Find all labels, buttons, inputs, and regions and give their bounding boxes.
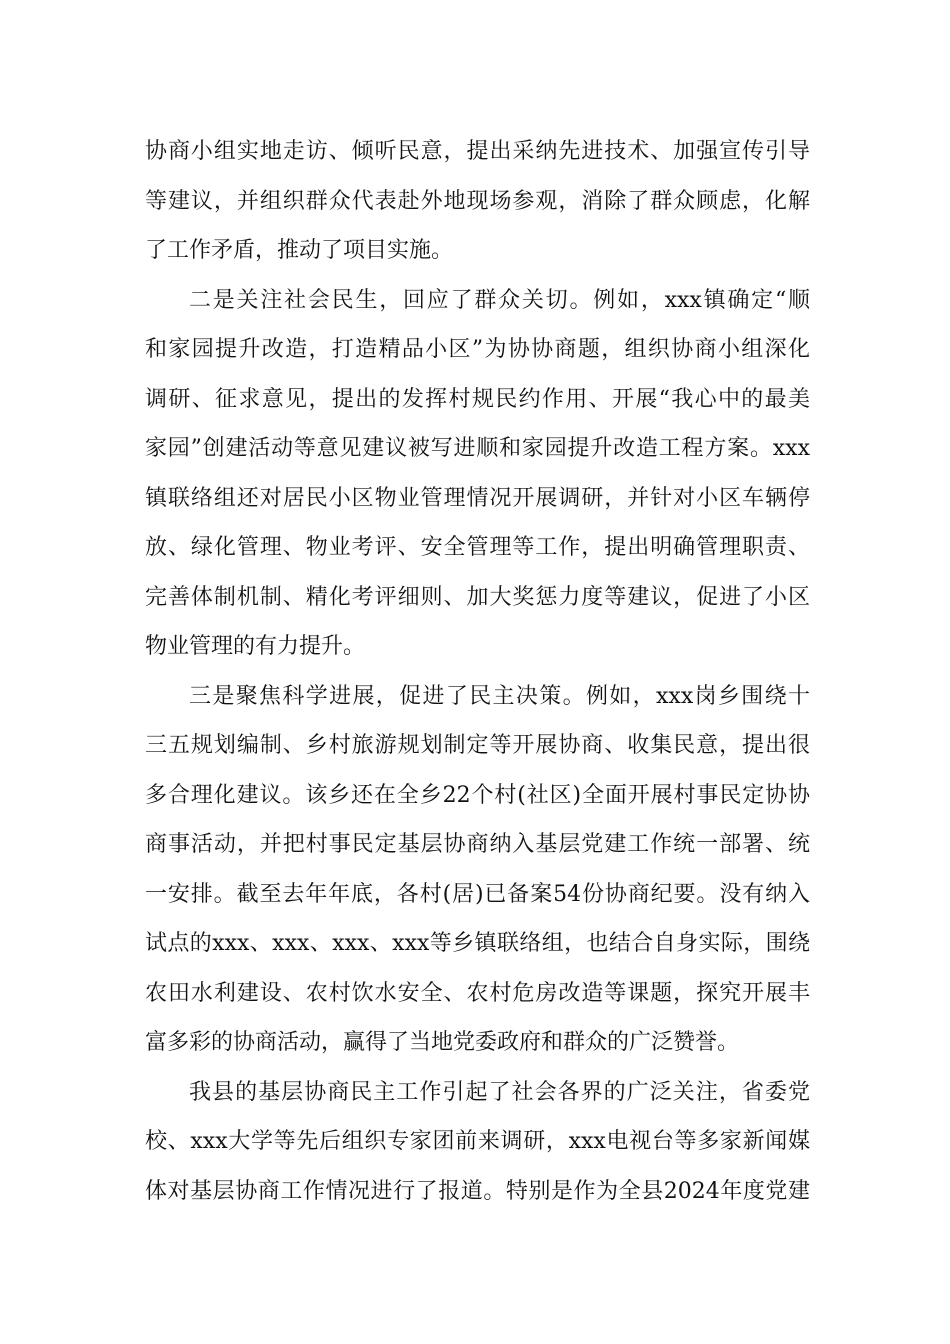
paragraph-line: 协商小组实地走访、倾听民意，提出采纳先进技术、加强宣传引导 — [145, 139, 810, 164]
paragraph-line: 体对基层协商工作情况进行了报道。特别是作为全县2024年度党建 — [145, 1178, 810, 1204]
paragraph-line: 和家园提升改造，打造精品小区”为协协商题，组织协商小组深化 — [145, 337, 810, 362]
paragraph-line: 商事活动，并把村事民定基层协商纳入基层党建工作统一部署、统 — [145, 832, 810, 857]
paragraph-1 — [145, 127, 810, 276]
paragraph-line: 三五规划编制、乡村旅游规划制定等开展协商、收集民意，提出很 — [145, 733, 810, 758]
paragraph-line: 富多彩的协商活动，赢得了当地党委政府和群众的广泛赞誉。 — [145, 1030, 740, 1055]
paragraph-2 — [145, 276, 810, 672]
paragraph-line: 物业管理的有力提升。 — [145, 634, 366, 659]
paragraph-line: 了工作矛盾，推动了项目实施。 — [145, 238, 454, 263]
paragraph-line: 我县的基层协商民主工作引起了社会各界的广泛关注，省委党 — [189, 1079, 810, 1105]
paragraph-4 — [145, 1068, 810, 1217]
paragraph-line: 调研、征求意见，提出的发挥村规民约作用、开展“我心中的最美 — [145, 386, 810, 412]
paragraph-3 — [145, 672, 810, 1068]
paragraph-line: 三是聚焦科学进展，促进了民主决策。例如，xxx岗乡围绕十 — [189, 683, 810, 709]
paragraph-line: 等建议，并组织群众代表赴外地现场参观，消除了群众顾虑，化解 — [145, 188, 810, 214]
paragraph-line: 家园”创建活动等意见建议被写进顺和家园提升改造工程方案。xxx — [145, 436, 810, 461]
paragraph-line: 一安排。截至去年年底，各村(居)已备案54份协商纪要。没有纳入 — [145, 881, 810, 907]
paragraph-line: 校、xxx大学等先后组织专家团前来调研，xxx电视台等多家新闻媒 — [145, 1129, 810, 1154]
paragraph-line: 二是关注社会民生，回应了群众关切。例如，xxx镇确定“顺 — [189, 287, 810, 313]
paragraph-line: 放、绿化管理、物业考评、安全管理等工作，提出明确管理职责、 — [145, 535, 810, 560]
paragraph-line: 镇联络组还对居民小区物业管理情况开展调研，并针对小区车辆停 — [145, 485, 810, 511]
body-text — [145, 127, 810, 1216]
paragraph-line: 完善体制机制、精化考评细则、加大奖惩力度等建议，促进了小区 — [145, 584, 810, 610]
paragraph-line: 农田水利建设、农村饮水安全、农村危房改造等课题，探究开展丰 — [145, 980, 810, 1006]
paragraph-line: 试点的xxx、xxx、xxx、xxx等乡镇联络组，也结合自身实际，围绕 — [145, 931, 810, 956]
paragraph-line: 多合理化建议。该乡还在全乡22个村(社区)全面开展村事民定协协 — [145, 782, 810, 808]
